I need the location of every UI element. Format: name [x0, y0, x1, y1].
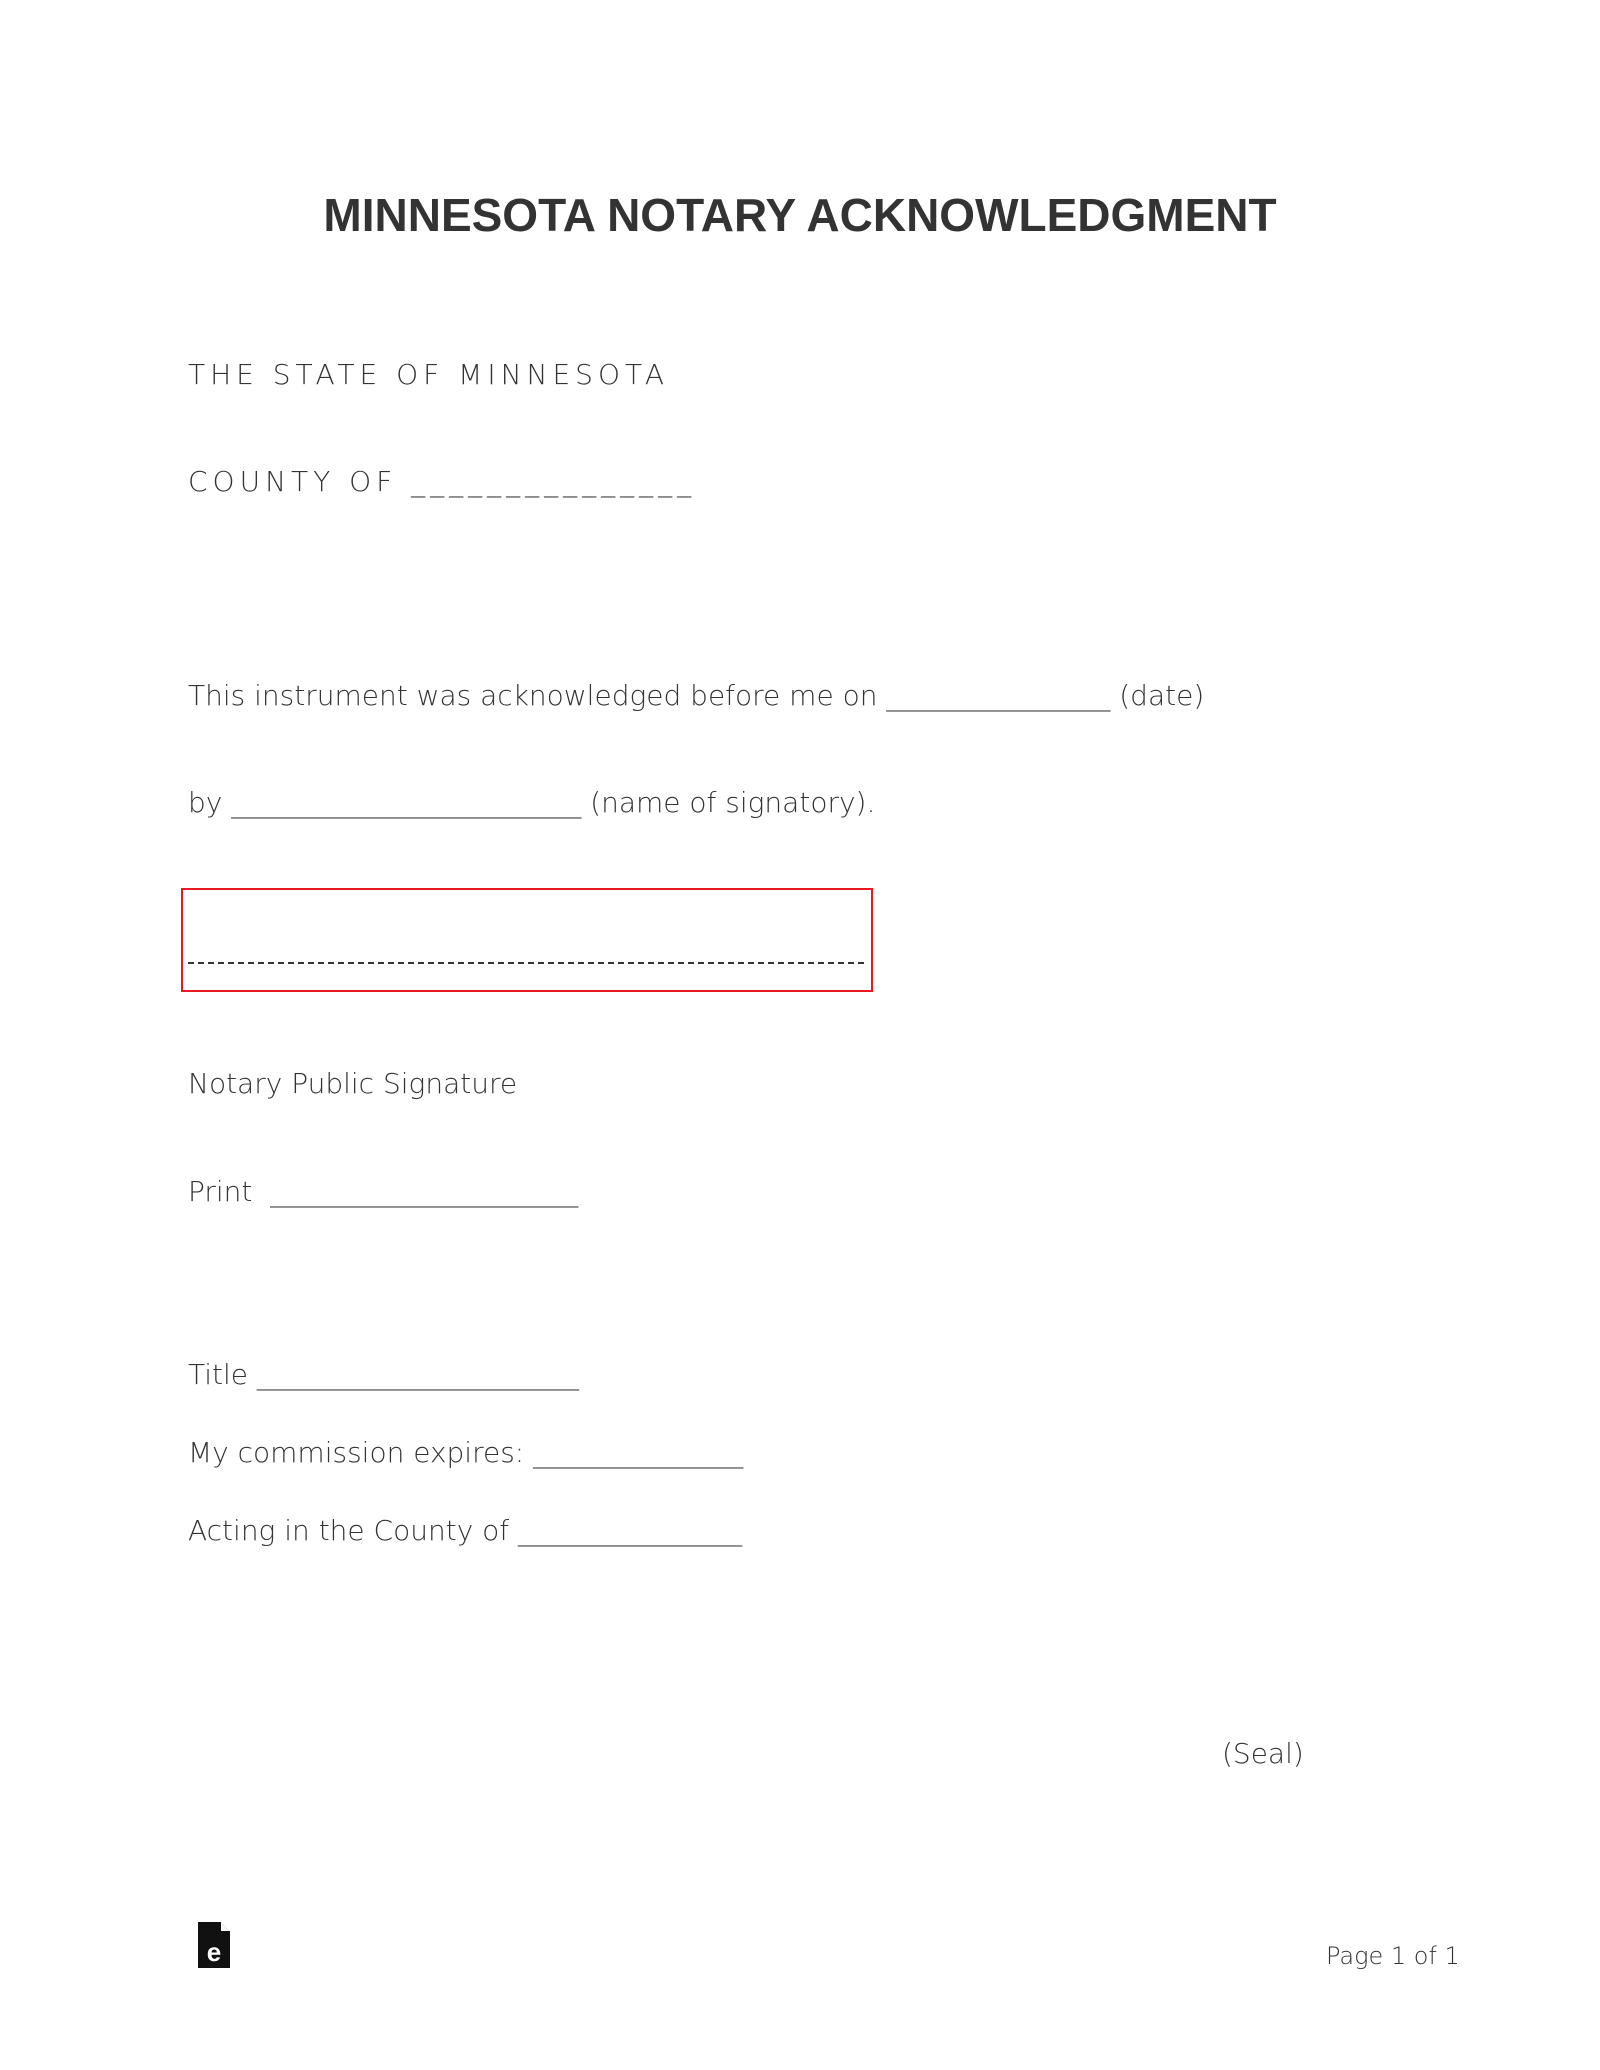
notary-signature-label: Notary Public Signature — [188, 1067, 518, 1100]
svg-text:e: e — [206, 1937, 222, 1967]
page-number: Page 1 of 1 — [1326, 1942, 1460, 1970]
title-line: Title _______________________ — [188, 1358, 579, 1391]
document-title: MINNESOTA NOTARY ACKNOWLEDGMENT — [323, 189, 1277, 241]
acknowledgment-line: This instrument was acknowledged before me on ________________ (date) — [188, 679, 1205, 712]
document-e-icon — [196, 1920, 232, 1970]
acting-county-line: Acting in the County of ________________ — [188, 1514, 743, 1547]
signatory-line: by _________________________ (name of signatory). — [188, 786, 876, 819]
signature-underline — [188, 962, 864, 964]
signature-field-highlight[interactable] — [181, 888, 873, 992]
state-line: THE STATE OF MINNESOTA — [188, 358, 670, 391]
commission-expires-line: My commission expires: _______________ — [188, 1436, 744, 1469]
county-line: COUNTY OF _______________ — [188, 465, 697, 498]
print-name-line: Print ______________________ — [188, 1175, 579, 1208]
seal-label: (Seal) — [1222, 1737, 1304, 1770]
